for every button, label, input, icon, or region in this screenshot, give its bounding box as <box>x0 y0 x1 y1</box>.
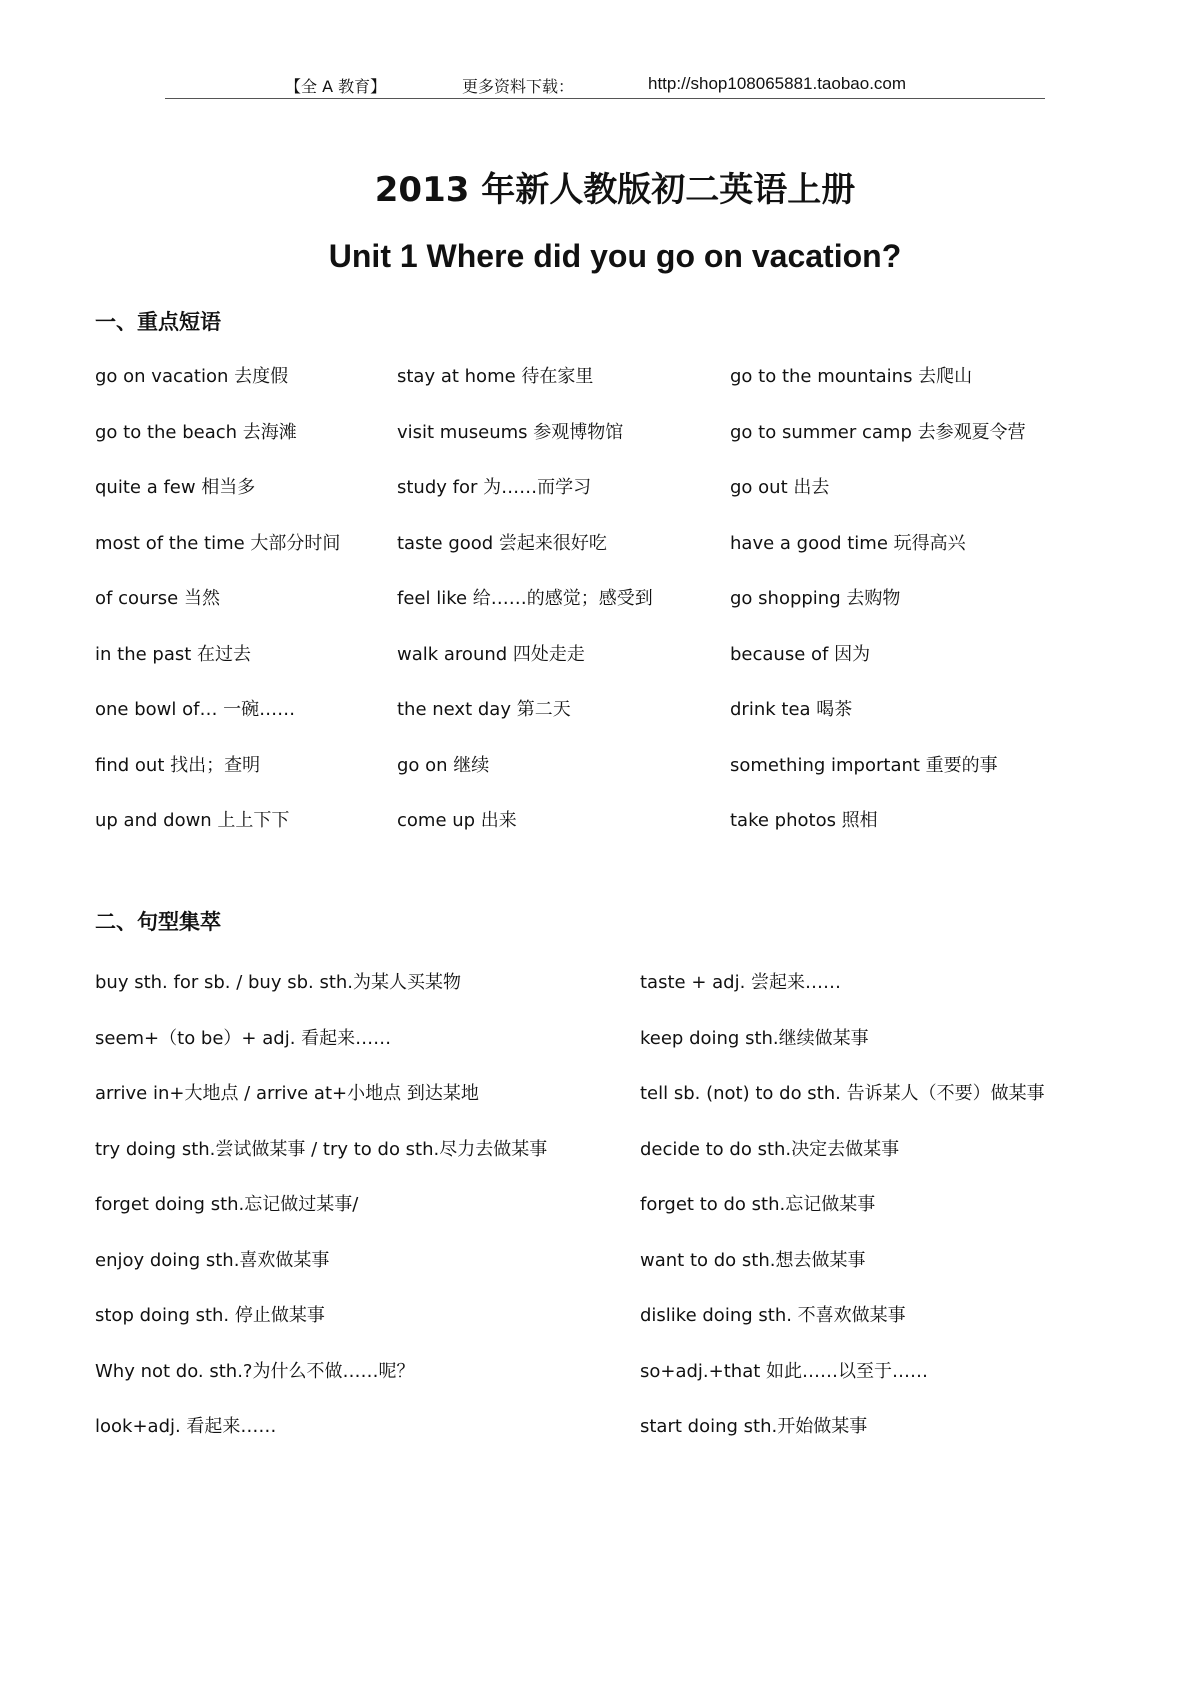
phrase-item: come up 出来 <box>397 810 517 831</box>
sentence-pattern-item: stop doing sth. 停止做某事 <box>95 1305 325 1326</box>
phrase-item: go on vacation 去度假 <box>95 366 289 387</box>
header-url: http://shop108065881.taobao.com <box>648 74 907 93</box>
sentence-pattern-item: Why not do. sth.?为什么不做……呢？ <box>95 1360 415 1382</box>
phrase-item: because of 因为 <box>730 643 871 665</box>
sentence-pattern-item: enjoy doing sth.喜欢做某事 <box>95 1249 330 1271</box>
sentence-pattern-item: tell sb. (not) to do sth. 告诉某人（不要）做某事 <box>640 1083 1045 1104</box>
sentence-pattern-item: dislike doing sth. 不喜欢做某事 <box>640 1305 906 1326</box>
phrase-item: feel like 给……的感觉；感受到 <box>397 588 653 609</box>
phrase-item: visit museums 参观博物馆 <box>397 421 624 443</box>
phrase-item: take photos 照相 <box>730 810 878 831</box>
sentence-pattern-item: want to do sth.想去做某事 <box>640 1249 866 1271</box>
sentence-pattern-item: try doing sth.尝试做某事 / try to do sth.尽力去做某事 <box>95 1138 548 1160</box>
phrase-item: most of the time 大部分时间 <box>95 532 341 554</box>
phrase-item: study for 为……而学习 <box>397 477 592 498</box>
sentence-pattern-item: so+adj.+that 如此……以至于…… <box>640 1360 929 1382</box>
sentence-pattern-item: arrive in+大地点 / arrive at+小地点 到达某地 <box>95 1083 479 1104</box>
phrase-item: go to the mountains 去爬山 <box>730 366 973 387</box>
phrase-item: of course 当然 <box>95 588 220 609</box>
phrase-item: something important 重要的事 <box>730 754 998 776</box>
phrase-item: go to the beach 去海滩 <box>95 421 297 443</box>
header-divider <box>165 98 1045 99</box>
document-title: 2013 年新人教版初二英语上册 <box>374 170 856 210</box>
phrase-item: go out 出去 <box>730 477 830 498</box>
sentence-pattern-item: taste + adj. 尝起来…… <box>640 972 842 993</box>
sentence-pattern-item: seem+（to be）+ adj. 看起来…… <box>95 1027 392 1049</box>
phrase-item: quite a few 相当多 <box>95 477 256 498</box>
phrase-item: taste good 尝起来很好吃 <box>397 532 607 554</box>
sentence-pattern-item: decide to do sth.决定去做某事 <box>640 1138 900 1160</box>
phrase-item: walk around 四处走走 <box>397 643 585 665</box>
phrase-item: go on 继续 <box>397 754 490 776</box>
phrase-item: have a good time 玩得高兴 <box>730 532 966 554</box>
header-brand: 【全 A 教育】 <box>285 77 387 96</box>
sentence-pattern-item: buy sth. for sb. / buy sb. sth.为某人买某物 <box>95 972 462 993</box>
sentence-pattern-item: keep doing sth.继续做某事 <box>640 1027 869 1049</box>
phrase-item: the next day 第二天 <box>397 699 571 720</box>
sentence-pattern-item: look+adj. 看起来…… <box>95 1416 277 1437</box>
phrase-item: one bowl of… 一碗…… <box>95 699 296 720</box>
phrase-item: go to summer camp 去参观夏令营 <box>730 421 1026 443</box>
phrase-item: find out 找出；查明 <box>95 754 261 776</box>
unit-title: Unit 1 Where did you go on vacation? <box>328 238 902 274</box>
sentences-heading: 二、句型集萃 <box>95 910 221 934</box>
page-header <box>165 70 1045 100</box>
sentence-pattern-item: forget doing sth.忘记做过某事/ <box>95 1194 359 1215</box>
phrase-item: stay at home 待在家里 <box>397 366 594 387</box>
sentence-pattern-item: start doing sth.开始做某事 <box>640 1416 868 1437</box>
phrase-item: in the past 在过去 <box>95 643 252 665</box>
phrase-item: go shopping 去购物 <box>730 588 901 609</box>
header-download-label: 更多资料下载： <box>462 77 575 96</box>
sentence-pattern-item: forget to do sth.忘记做某事 <box>640 1194 876 1215</box>
phrases-heading: 一、重点短语 <box>95 310 221 334</box>
phrase-item: drink tea 喝茶 <box>730 699 853 720</box>
phrase-item: up and down 上上下下 <box>95 810 290 831</box>
